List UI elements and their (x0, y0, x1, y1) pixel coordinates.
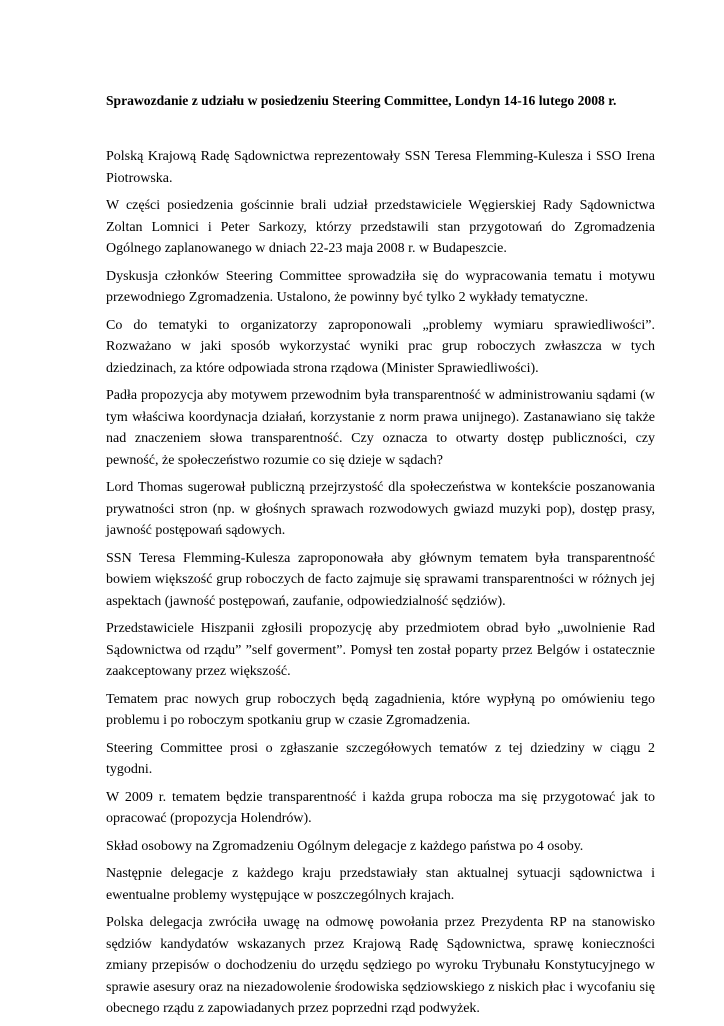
paragraph-lord-thomas: Lord Thomas sugerował publiczną przejrzystość dla społeczeństwa w kontekście poszanowania prywatności stron (np. w głośnych sprawach rozwodowych gwiazd muzyki pop), dostęp prasy, jawność postępowań sądowych. (106, 480, 655, 538)
paragraph-polish-delegation: Polska delegacja zwróciła uwagę na odmowę powołania przez Prezydenta RP na stanowisko sędziów kandydatów wskazanych przez Krajową Radę Sądownictwa, sprawę konieczności zmiany przepisów o dochodzeniu do urzędu sędziego po wyroku Trybunału Konstytucyjnego w sprawie asesury oraz na niezadowolenie środowiska sędziowskiego z niskich płac i wycofaniu się obecnego rządu z zapowiadanych przez poprzedni rząd podwyżek. (106, 915, 655, 1016)
paragraph-2009-topic: W 2009 r. tematem będzie transparentność i każda grupa robocza ma się przygotować jak to opracować (propozycja Holendrów). (106, 789, 655, 826)
document-page (106, 92, 655, 1026)
paragraph-representation: Polską Krajową Radę Sądownictwa reprezentowały SSN Teresa Flemming-Kulesza i SSO Irena Piotrowska. (106, 149, 655, 186)
paragraph-transparency-proposal: Padła propozycja aby motywem przewodnim była transparentność w administrowaniu sądami (w tym właściwa koordynacja działań, korzystanie z norm prawa unijnego). Zastanawiano się także nad znaczeniem słowa transparentność. Czy oznacza to otwarty dostęp publiczności, czy pewność, że społeczeństwo rozumie co się dzieje w sądach? (106, 388, 655, 468)
paragraph-delegations: Skład osobowy na Zgromadzeniu Ogólnym delegacje z każdego państwa po 4 osoby. (106, 838, 584, 854)
paragraph-working-groups: Tematem prac nowych grup roboczych będą zagadnienia, które wypłyną po omówieniu tego problemu i po roboczym spotkaniu grup w czasie Zgromadzenia. (106, 691, 655, 728)
paragraph-spain-proposal: Przedstawiciele Hiszpanii zgłosili propozycję aby przedmiotem obrad było „uwolnienie Rad Sądownictwa od rządu” ”self goverment”. Pomysł ten został poparty przez Belgów i ostatecznie zaakceptowany przez większość. (106, 621, 655, 679)
paragraph-discussion: Dyskusja członków Steering Committee sprowadziła się do wypracowania tematu i motywu przewodniego Zgromadzenia. Ustalono, że powinny być tylko 2 wykłady tematyczne. (106, 268, 655, 305)
paragraph-ssn-proposal: SSN Teresa Flemming-Kulesza zaproponowała aby głównym tematem była transparentność bowiem większość grup roboczych de facto zajmuje się sprawami transparentności w różnych jej aspektach (jawność postępowań, zaufanie, odpowiedzialność sędziów). (106, 550, 655, 609)
paragraph-topics: Co do tematyki to organizatorzy zaproponowali „problemy wymiaru sprawiedliwości”. Rozważano w jaki sposób wykorzystać wyniki prac grup roboczych zwłaszcza w tych dziedzinach, za które odpowiada strona rządowa (Minister Sprawiedliwości). (106, 317, 655, 376)
paragraph-steering-request: Steering Committee prosi o zgłaszanie szczegółowych tematów z tej dziedziny w ciągu 2 tygodni. (106, 740, 655, 777)
paragraph-country-reports: Następnie delegacje z każdego kraju przedstawiały stan aktualnej sytuacji sądownictwa i ewentualne problemy występujące w poszczególnych krajach. (106, 866, 655, 903)
paragraph-hungarian-guests: W części posiedzenia gościnnie brali udział przedstawiciele Węgierskiej Rady Sądownictwa Zoltan Lomnici i Peter Sarkozy, którzy przedstawili stan przygotowań do Zgromadzenia Ogólnego zaplanowanego w dniach 22-23 maja 2008 r. w Budapeszcie. (106, 198, 655, 256)
document-title: Sprawozdanie z udziału w posiedzeniu Steering Committee, Londyn 14-16 lutego 2008 r. (106, 93, 617, 108)
